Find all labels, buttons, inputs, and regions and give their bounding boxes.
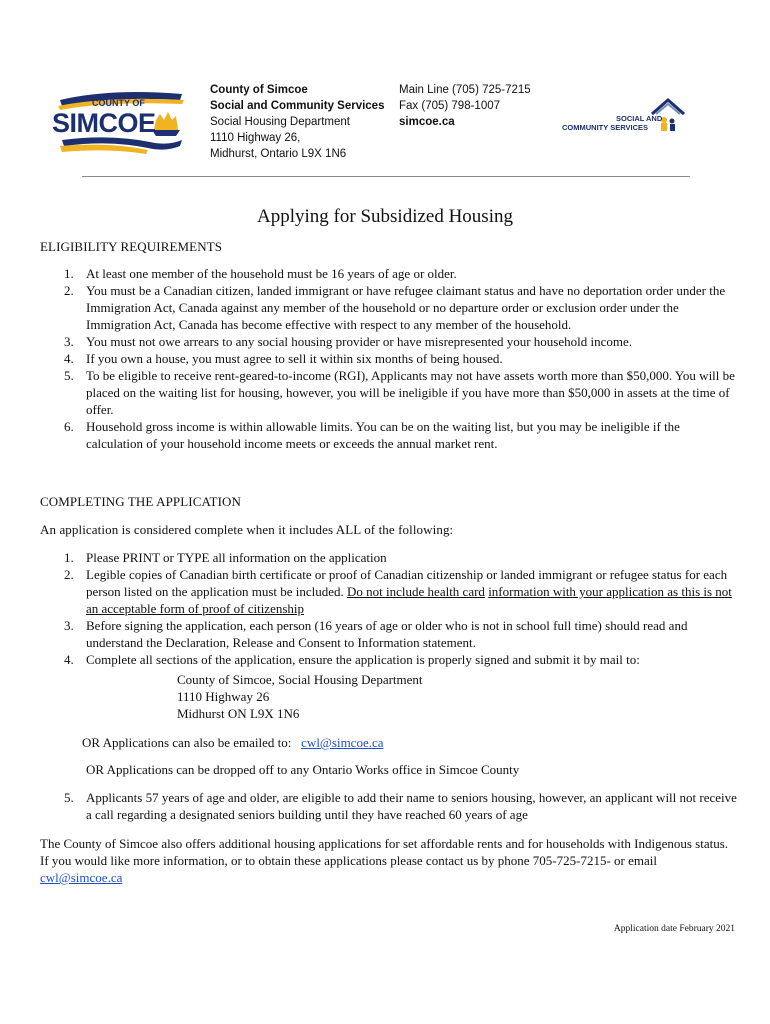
mailing-address — [177, 671, 423, 722]
list-item — [40, 549, 740, 566]
health-card-warning: Do not include health card — [347, 584, 485, 599]
list-item — [40, 566, 740, 617]
item-number: 1. — [64, 266, 74, 281]
closing-text: The County of Simcoe also offers additional housing applications for set affordable rents and for households with Indigenous status. If you would like more information, or to obtain these applications please contact us by phone 705-725-7215- or email — [40, 836, 729, 868]
eligibility-list — [40, 265, 736, 452]
org-address-block — [210, 82, 384, 162]
item-text: You must be a Canadian citizen, landed immigrant or have refugee claimant status and have no deportation order under the Immigration Act, Canada against any member of the household or no departure order or exclusion order under the Immigration Act, Canada has become effective with respect to any member of the household. — [86, 283, 726, 332]
item-text: Complete all sections of the application, ensure the application is properly signed and submit it by mail to: — [86, 652, 640, 667]
completing-intro: An application is considered complete when it includes ALL of the following: — [40, 522, 454, 537]
list-item — [40, 265, 736, 282]
page-title: Applying for Subsidized Housing — [257, 206, 513, 227]
item-number: 1. — [64, 550, 74, 565]
item-number: 2. — [64, 567, 74, 582]
email-link[interactable]: cwl@simcoe.ca — [301, 735, 384, 750]
dropoff-option: OR Applications can be dropped off to any Ontario Works office in Simcoe County — [86, 762, 520, 777]
main-line: Main Line (705) 725-7215 — [399, 84, 531, 96]
list-item — [40, 789, 740, 823]
list-item — [40, 282, 736, 333]
completing-list — [40, 549, 740, 668]
website-link[interactable]: simcoe.ca — [399, 116, 455, 128]
address-line: Midhurst ON L9X 1N6 — [177, 706, 300, 721]
item-text: Legible copies of Canadian birth certificate or proof of Canadian citizenship or landed immigrant or refugee status for each person listed on the application must be included. — [86, 567, 728, 599]
org-department: Social Housing Department — [210, 116, 350, 128]
item-text: Before signing the application, each person (16 years of age or older who is not in school full time) should read and understand the Declaration, Release and Consent to Information statement. — [86, 618, 688, 650]
fax-line: Fax (705) 798-1007 — [399, 100, 501, 112]
contact-block — [399, 82, 531, 130]
list-item — [40, 367, 736, 418]
list-item — [40, 333, 736, 350]
email-option — [82, 734, 384, 751]
list-item — [40, 651, 740, 668]
logo-text-top: COUNTY OF — [92, 98, 145, 108]
scs-logo-line2: COMMUNITY SERVICES — [562, 123, 648, 132]
application-date: Application date February 2021 — [613, 924, 735, 934]
scs-logo — [560, 96, 690, 138]
item-text: Household gross income is within allowable limits. You can be on the waiting list, but you may be ineligible if the calculation of your household income meets or exceeds the annual market rent. — [86, 419, 680, 451]
logo-text-main: SIMCOE — [52, 108, 156, 138]
item-text: Applicants 57 years of age and older, are eligible to add their name to seniors housing, however, an applicant will not receive a call regarding a designated seniors building until they have reached 60 years of age — [86, 790, 737, 822]
item-text: To be eligible to receive rent-geared-to-income (RGI), Applicants may not have assets worth more than $50,000. You will be placed on the waiting list for housing, however, you will be ineligible if you have more than $50,000 in assets at the time of offer. — [86, 368, 735, 417]
county-logo — [50, 86, 190, 156]
list-item — [40, 418, 736, 452]
item-number: 3. — [64, 334, 74, 349]
closing-paragraph — [40, 835, 730, 886]
item-number: 4. — [64, 652, 74, 667]
list-item — [40, 350, 736, 367]
citizenship-warning: information with your application as this is not an acceptable form of proof of citizenship — [86, 584, 732, 616]
org-city: Midhurst, Ontario L9X 1N6 — [210, 148, 347, 160]
item-number: 5. — [64, 790, 74, 805]
completing-list-continued — [40, 789, 740, 823]
list-item — [40, 617, 740, 651]
item-text: If you own a house, you must agree to sell it within six months of being housed. — [86, 351, 503, 366]
item-text: At least one member of the household must be 16 years of age or older. — [86, 266, 457, 281]
item-number: 3. — [64, 618, 74, 633]
closing-email-link[interactable]: cwl@simcoe.ca — [40, 870, 123, 885]
crown-icon — [154, 112, 178, 130]
scs-logo-line1: SOCIAL AND — [616, 114, 663, 123]
org-street: 1110 Highway 26, — [210, 132, 301, 144]
item-number: 6. — [64, 419, 74, 434]
completing-heading: COMPLETING THE APPLICATION — [40, 494, 241, 509]
email-prefix: OR Applications can also be emailed to: — [82, 735, 292, 750]
item-number: 4. — [64, 351, 74, 366]
org-division: Social and Community Services — [210, 100, 385, 112]
header-divider — [82, 176, 690, 177]
address-line: 1110 Highway 26 — [177, 689, 270, 704]
item-text: Please PRINT or TYPE all information on the application — [86, 550, 387, 565]
item-number: 2. — [64, 283, 74, 298]
eligibility-heading: ELIGIBILITY REQUIREMENTS — [40, 239, 223, 254]
org-name: County of Simcoe — [210, 84, 308, 96]
item-number: 5. — [64, 368, 74, 383]
address-line: County of Simcoe, Social Housing Department — [177, 672, 423, 687]
item-text: You must not owe arrears to any social housing provider or have misrepresented your household income. — [86, 334, 633, 349]
